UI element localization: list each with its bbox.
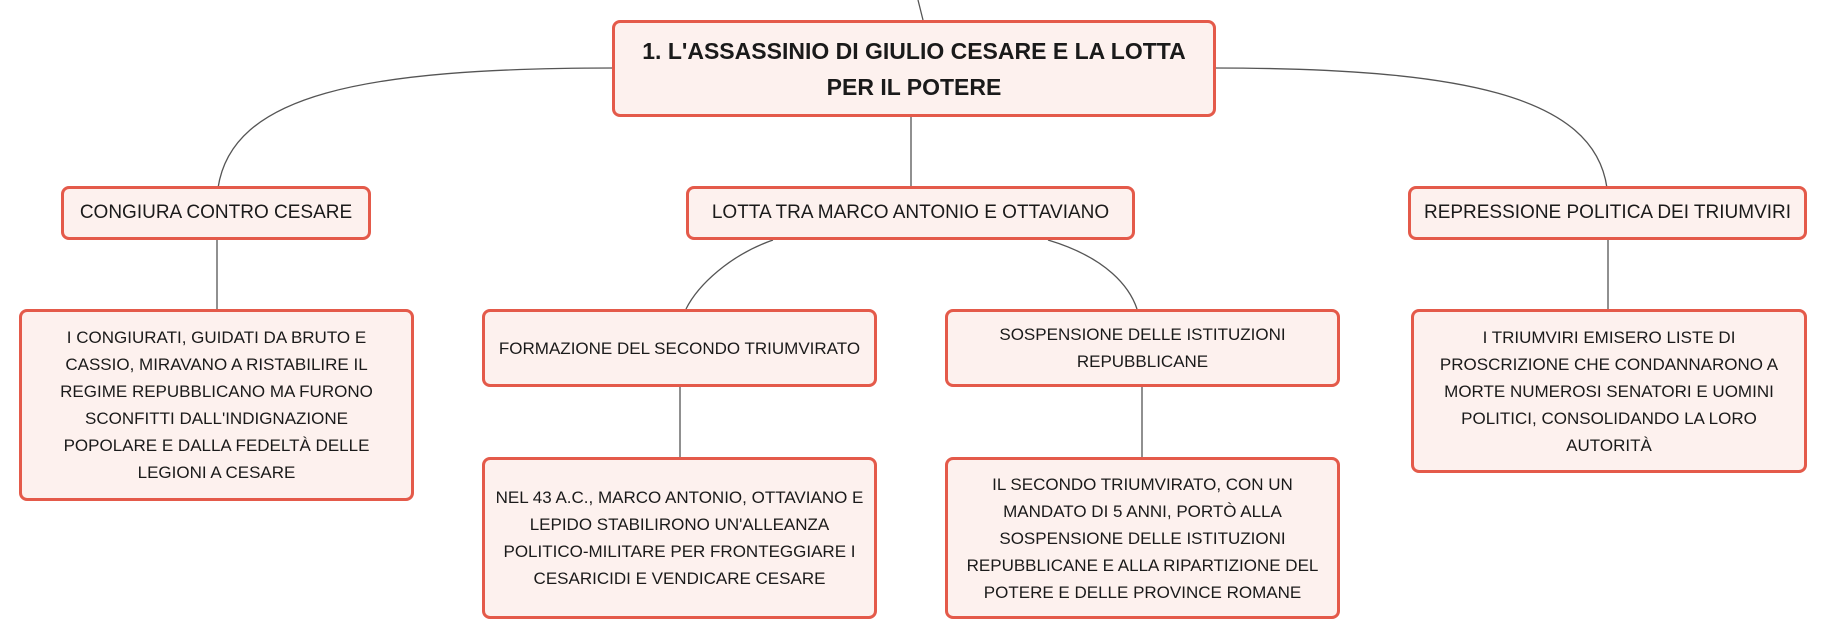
branch-repressione[interactable] bbox=[1408, 186, 1807, 240]
detail-sospensione-text: IL SECONDO TRIUMVIRATO, CON UN MANDATO DI 5 ANNI, PORTÒ ALLA SOSPENSIONE DELLE ISTITUZIONI REPUBBLICANE E ALLA RIPARTIZIONE DEL POTERE E DELLE PROVINCE ROMANE bbox=[966, 474, 1319, 602]
branch-congiura-label: CONGIURA CONTRO CESARE bbox=[79, 202, 353, 223]
detail-formazione-text: NEL 43 A.C., MARCO ANTONIO, OTTAVIANO E LEPIDO STABILIRONO UN'ALLEANZA POLITICO-MILITARE PER FRONTEGGIARE I CESARICIDI E VENDICARE CESARE bbox=[495, 488, 864, 588]
detail-repressione[interactable] bbox=[1411, 309, 1807, 473]
branch-repressione-label: REPRESSIONE POLITICA DEI TRIUMVIRI bbox=[1423, 202, 1792, 223]
branch-congiura[interactable] bbox=[61, 186, 371, 240]
subbranch-sospensione[interactable] bbox=[945, 309, 1340, 387]
connector-lotta-formazione bbox=[686, 240, 773, 309]
detail-formazione[interactable] bbox=[482, 457, 877, 619]
detail-congiura-text: I CONGIURATI, GUIDATI DA BRUTO E CASSIO, MIRAVANO A RISTABILIRE IL REGIME REPUBBLICANO MA FURONO SCONFITTI DALL'INDIGNAZIONE POPOLARE E DALLA FEDELTÀ DELLE LEGIONI A CESARE bbox=[60, 328, 373, 482]
subbranch-sospensione-label: SOSPENSIONE DELLE ISTITUZIONI REPUBBLICANE bbox=[999, 325, 1286, 371]
root-node-label: 1. L'ASSASSINIO DI GIULIO CESARE E LA LOTTA PER IL POTERE bbox=[642, 37, 1186, 100]
subbranch-formazione-label: FORMAZIONE DEL SECONDO TRIUMVIRATO bbox=[498, 338, 861, 358]
detail-congiura[interactable] bbox=[19, 309, 414, 501]
branch-lotta-label: LOTTA TRA MARCO ANTONIO E OTTAVIANO bbox=[711, 202, 1110, 223]
connector-lotta-sospensione bbox=[1048, 240, 1137, 309]
connector-root-congiura bbox=[218, 68, 614, 188]
subbranch-formazione[interactable] bbox=[482, 309, 877, 387]
connector-root-repressione bbox=[1213, 68, 1607, 188]
detail-sospensione[interactable] bbox=[945, 457, 1340, 619]
branch-lotta[interactable] bbox=[686, 186, 1135, 240]
connector-top bbox=[918, 0, 923, 20]
root-node[interactable] bbox=[612, 20, 1216, 117]
detail-repressione-text: I TRIUMVIRI EMISERO LISTE DI PROSCRIZIONE CHE CONDANNARONO A MORTE NUMEROSI SENATORI E UOMINI POLITICI, CONSOLIDANDO LA LORO AUTORITÀ bbox=[1439, 327, 1779, 455]
